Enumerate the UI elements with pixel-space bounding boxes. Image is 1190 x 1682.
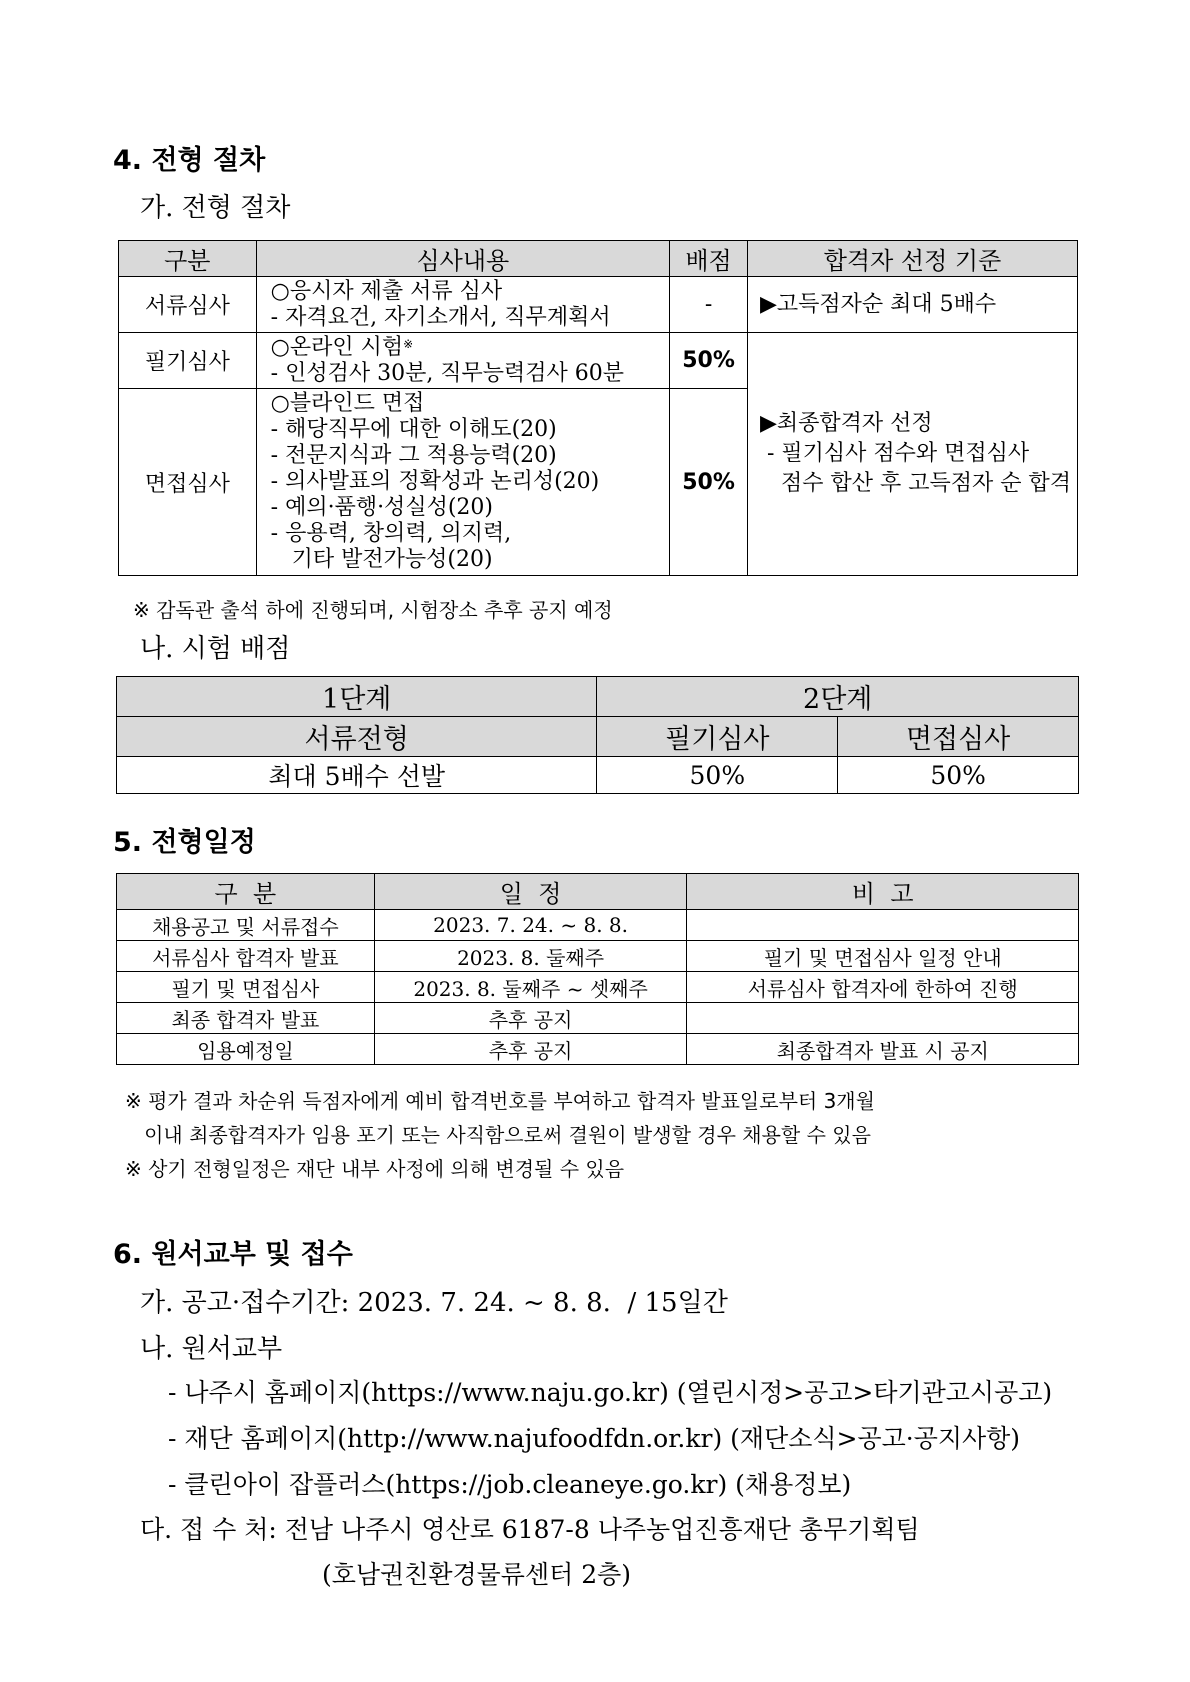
col-header: 구 분 <box>117 874 375 910</box>
stage2-header: 2단계 <box>597 677 1079 717</box>
schedule-note-2: ※ 상기 전형일정은 재단 내부 사정에 의해 변경될 수 있음 <box>125 1157 625 1181</box>
table-header-row <box>119 241 1078 277</box>
stage1-header: 1단계 <box>117 677 597 717</box>
foundation-link[interactable]: - 재단 홈페이지(http://www.najufoodfdn.or.kr) (재단소식>공고·공지사항) <box>168 1424 1021 1453</box>
criteria-line: ▶최종합격자 선정 <box>760 411 933 436</box>
schedule-date: 2023. 8. 둘째주 <box>374 941 687 972</box>
score-cell: 50% <box>670 333 748 389</box>
content-line: ○온라인 시험 <box>270 334 404 360</box>
content-line: ○블라인드 면접 <box>270 391 425 416</box>
col-header-criteria: 합격자 선정 기준 <box>748 241 1078 277</box>
stage-cell: 필기심사 <box>119 333 257 389</box>
col-header: 면접심사 <box>838 717 1079 757</box>
table-row <box>117 1003 1079 1034</box>
schedule-note: 필기 및 면접심사 일정 안내 <box>687 941 1079 972</box>
content-line: - 전문지식과 그 적용능력(20) <box>270 443 557 468</box>
content-cell <box>256 389 669 576</box>
score-value: 최대 5배수 선발 <box>117 757 597 794</box>
section6-receipt: 다. 접 수 처: 전남 나주시 영산로 6187-8 나주농업진흥재단 총무기획팀 <box>140 1515 920 1544</box>
exam-note: ※ 감독관 출석 하에 진행되며, 시험장소 추후 공지 예정 <box>133 598 613 622</box>
table-row <box>119 277 1078 333</box>
table-row <box>117 757 1079 794</box>
cleaneye-link[interactable]: - 클린아이 잡플러스(https://job.cleaneye.go.kr) (채용정보) <box>168 1470 852 1499</box>
selection-procedure-table <box>118 240 1078 576</box>
col-header: 필기심사 <box>597 717 838 757</box>
schedule-note: 최종합격자 발표 시 공지 <box>687 1034 1079 1065</box>
schedule-item: 최종 합격자 발표 <box>117 1003 375 1034</box>
schedule-date: 2023. 8. 둘째주 ~ 셋째주 <box>374 972 687 1003</box>
schedule-date: 추후 공지 <box>374 1034 687 1065</box>
section4-heading: 4. 전형 절차 <box>113 145 266 176</box>
section6-period: 가. 공고·접수기간: 2023. 7. 24. ~ 8. 8. / 15일간 <box>140 1288 728 1318</box>
criteria-cell <box>748 333 1078 576</box>
col-header-content: 심사내용 <box>256 241 669 277</box>
stage-cell: 서류심사 <box>119 277 257 333</box>
content-line: - 인성검사 30분, 직무능력검사 60분 <box>270 360 625 386</box>
score-table <box>116 676 1079 794</box>
schedule-note: 서류심사 합격자에 한하여 진행 <box>687 972 1079 1003</box>
content-line: - 의사발표의 정확성과 논리성(20) <box>270 469 600 494</box>
section6-heading: 6. 원서교부 및 접수 <box>113 1239 353 1270</box>
criteria-cell: ▶고득점자순 최대 5배수 <box>748 277 1078 333</box>
schedule-note-1b: 이내 최종합격자가 임용 포기 또는 사직함으로써 결원이 발생할 경우 채용할 수 있음 <box>125 1123 871 1147</box>
content-line: ○응시자 제출 서류 심사 <box>270 278 503 304</box>
score-cell: 50% <box>670 389 748 576</box>
schedule-item: 서류심사 합격자 발표 <box>117 941 375 972</box>
schedule-note <box>687 910 1079 941</box>
table-row <box>117 941 1079 972</box>
content-line: 기타 발전가능성(20) <box>270 547 493 572</box>
col-header: 일 정 <box>374 874 687 910</box>
table-row <box>119 333 1078 389</box>
table-row <box>117 677 1079 717</box>
score-value: 50% <box>597 757 838 794</box>
footnote-mark: ※ <box>403 336 414 351</box>
section6-receipt-location: (호남권친환경물류센터 2층) <box>322 1560 632 1589</box>
section4-sub-b: 나. 시험 배점 <box>140 634 291 664</box>
col-header: 서류전형 <box>117 717 597 757</box>
table-header-row <box>117 874 1079 910</box>
table-row <box>117 1034 1079 1065</box>
schedule-note-1: ※ 평가 결과 차순위 득점자에게 예비 합격번호를 부여하고 합격자 발표일로부터 3개월 <box>125 1089 875 1113</box>
content-line: - 예의·품행·성실성(20) <box>270 495 493 520</box>
col-header: 비 고 <box>687 874 1079 910</box>
score-value: 50% <box>838 757 1079 794</box>
section4-sub-a: 가. 전형 절차 <box>140 193 291 223</box>
content-cell <box>256 333 669 389</box>
schedule-item: 채용공고 및 서류접수 <box>117 910 375 941</box>
naju-city-link[interactable]: - 나주시 홈페이지(https://www.naju.go.kr) (열린시정>공고>타기관고시공고) <box>168 1378 1053 1407</box>
table-row <box>117 910 1079 941</box>
criteria-line: - 필기심사 점수와 면접심사 <box>760 441 1030 466</box>
schedule-item: 필기 및 면접심사 <box>117 972 375 1003</box>
content-line: - 자격요건, 자기소개서, 직무계획서 <box>270 304 611 330</box>
criteria-line: 점수 합산 후 고득점자 순 합격 <box>760 471 1071 496</box>
table-row <box>117 717 1079 757</box>
schedule-table <box>116 873 1079 1065</box>
schedule-item: 임용예정일 <box>117 1034 375 1065</box>
schedule-date: 2023. 7. 24. ~ 8. 8. <box>374 910 687 941</box>
stage-cell: 면접심사 <box>119 389 257 576</box>
schedule-date: 추후 공지 <box>374 1003 687 1034</box>
content-line: - 해당직무에 대한 이해도(20) <box>270 417 557 442</box>
col-header-stage: 구분 <box>119 241 257 277</box>
content-cell <box>256 277 669 333</box>
section6-distribution: 나. 원서교부 <box>140 1334 283 1364</box>
content-line: - 응용력, 창의력, 의지력, <box>270 521 512 546</box>
score-cell: - <box>670 277 748 333</box>
table-row <box>117 972 1079 1003</box>
section5-heading: 5. 전형일정 <box>113 827 256 858</box>
schedule-note <box>687 1003 1079 1034</box>
col-header-score: 배점 <box>670 241 748 277</box>
